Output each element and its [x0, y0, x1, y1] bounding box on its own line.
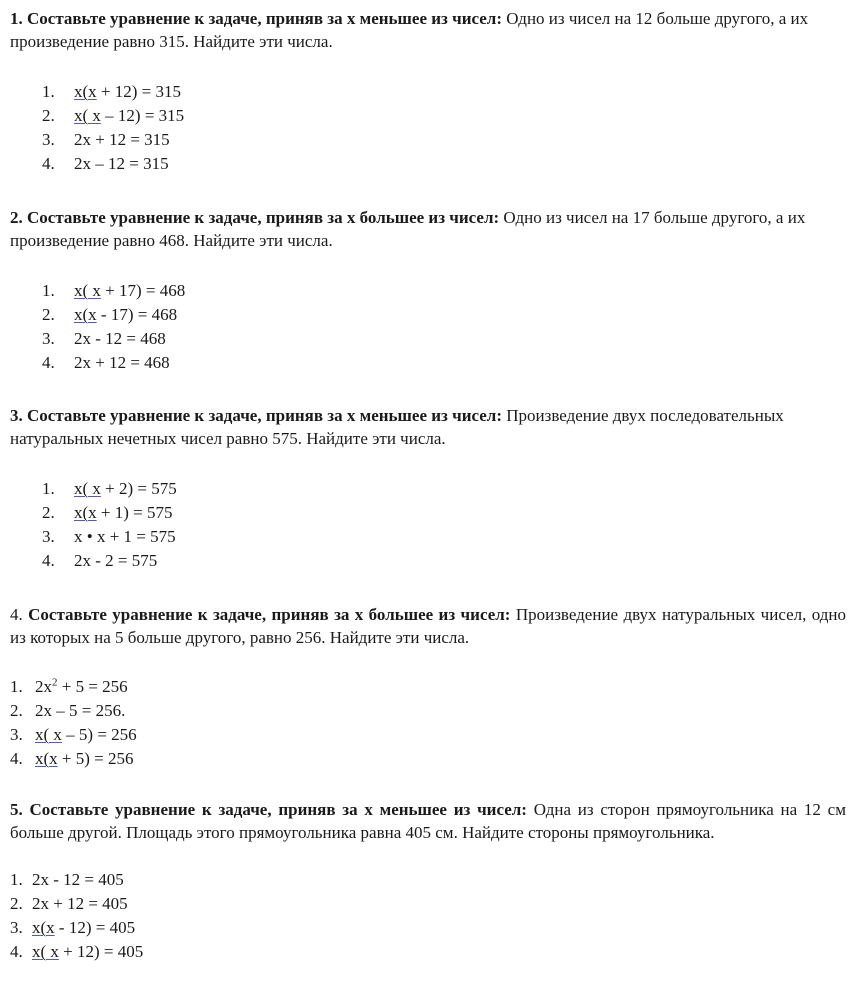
task-2-lead: 2. Составьте уравнение к задаче, приняв за х большее из чисел: [10, 208, 500, 227]
task-3-text: Произведение двух последовательных натуральных нечетных чисел равно 575. Найдите эти числа. [10, 406, 784, 448]
task-4 [10, 603, 846, 771]
task-2-option-3: 3. 2x - 12 = 468 [42, 329, 166, 348]
task-5-option-4: 4. x( x + 12) = 405 [10, 942, 144, 961]
task-5-lead: 5. Составьте уравнение к задаче, приняв за х меньшее из чисел: [10, 800, 527, 819]
task-2-option-4: 4. 2x + 12 = 468 [42, 353, 170, 372]
task-4-prompt [10, 603, 846, 649]
task-1-options [10, 80, 846, 176]
task-1 [10, 7, 846, 176]
task-4-option-1: 1. $2x^2 + 5 = 256$ [10, 676, 128, 696]
task-5-text: Одна из сторон прямоугольника на 12 см больше другой. Площадь этого прямоугольника равна 405 см. Найдите стороны прямоугольника. [10, 800, 846, 842]
task-1-option-4: 4. 2x – 12 = 315 [42, 154, 169, 173]
task-4-lead-num: 4. [10, 605, 23, 624]
task-5-option-2: 2. 2x + 12 = 405 [10, 894, 128, 913]
task-5-prompt [10, 798, 846, 844]
task-3-option-4: 4. 2x - 2 = 575 [42, 551, 158, 570]
task-5-option-3: 3. x(x - 12) = 405 [10, 918, 136, 937]
task-3-option-1: 1. x( x + 2) = 575 [42, 479, 177, 498]
task-2-options [10, 279, 846, 375]
task-1-option-1: 1. x(x + 12) = 315 [42, 82, 182, 101]
task-2-prompt [10, 206, 846, 252]
task-2-text: Одно из чисел на 17 больше другого, а их произведение равно 468. Найдите эти числа. [10, 208, 806, 250]
task-2-option-1: 1. x( x + 17) = 468 [42, 281, 186, 300]
task-3 [10, 404, 846, 573]
task-3-options [10, 477, 846, 573]
task-1-lead: 1. Составьте уравнение к задаче, приняв за х меньшее из чисел: [10, 9, 502, 28]
task-2-option-2: 2. x(x - 17) = 468 [42, 305, 178, 324]
task-4-options [10, 675, 846, 771]
task-2 [10, 206, 846, 375]
task-4-option-3: 3. x( x – 5) = 256 [10, 725, 137, 744]
task-1-prompt [10, 7, 846, 53]
task-5 [10, 798, 846, 964]
task-1-text: Одно из чисел на 12 больше другого, а их произведение равно 315. Найдите эти числа. [10, 9, 809, 51]
task-3-option-3: 3. x • x + 1 = 575 [42, 527, 176, 546]
task-1-option-3: 3. 2x + 12 = 315 [42, 130, 170, 149]
task-4-option-4: 4. x(x + 5) = 256 [10, 749, 134, 768]
task-4-option-2: 2. 2x – 5 = 256. [10, 701, 126, 720]
task-3-lead: 3. Составьте уравнение к задаче, приняв за х меньшее из чисел: [10, 406, 502, 425]
task-4-lead: Составьте уравнение к задаче, приняв за х большее из чисел: [22, 605, 511, 624]
task-5-option-1: 1. 2x - 12 = 405 [10, 870, 124, 889]
task-5-options [10, 868, 846, 964]
task-3-prompt [10, 404, 846, 450]
task-4-text: Произведение двух натуральных чисел, одно из которых на 5 больше другого, равно 256. Найдите эти числа. [10, 605, 846, 647]
task-1-option-2: 2. x( x – 12) = 315 [42, 106, 185, 125]
task-3-option-2: 2. x(x + 1) = 575 [42, 503, 173, 522]
